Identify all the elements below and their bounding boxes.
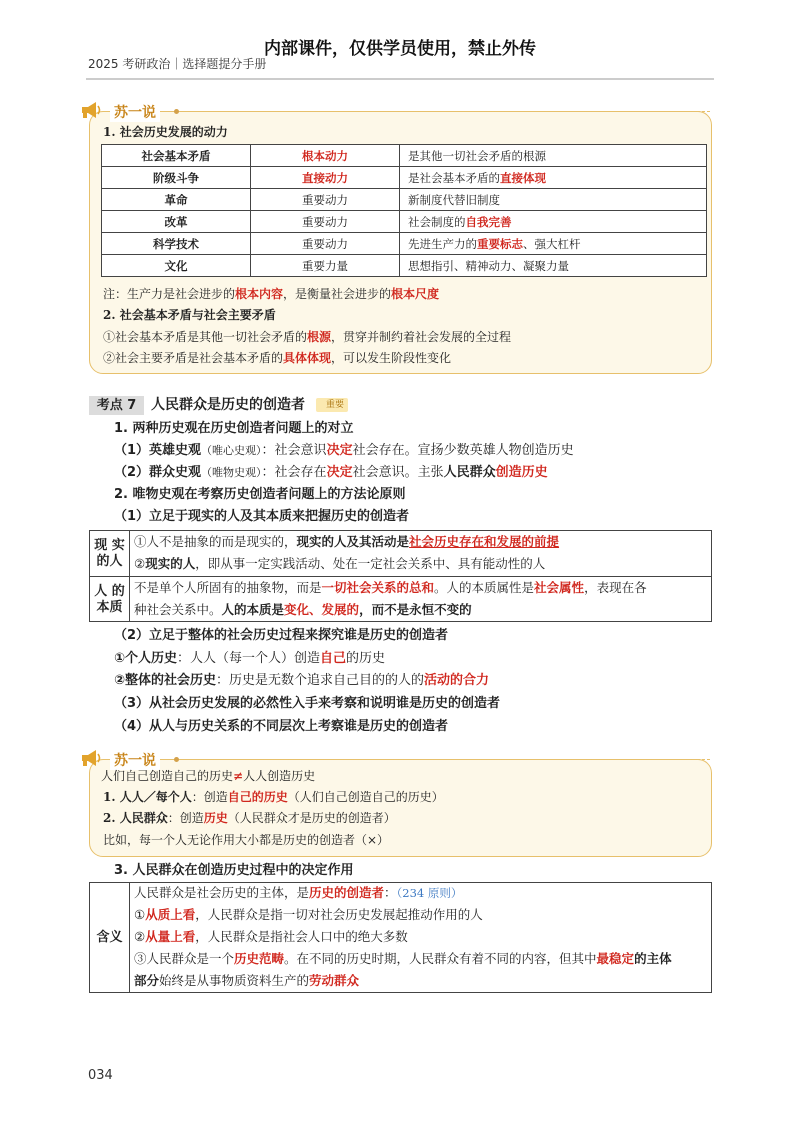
table-cell: 科学技术 <box>102 233 251 255</box>
box1-note <box>103 286 439 302</box>
line-text: ：历史是无数个追求自己目的的人的 <box>216 673 425 688</box>
text-bold: ，而不是永恒不变的 <box>359 602 472 617</box>
grid-text <box>134 950 672 968</box>
table-cell: 重要动力 <box>251 189 400 211</box>
line-text: 人们自己创造自己的历史 <box>101 769 234 783</box>
table-row <box>102 167 707 189</box>
text-span: ② <box>134 556 146 571</box>
box2-line-2 <box>103 789 444 805</box>
text-bold: 是 <box>271 602 285 617</box>
text-bold: 人的本质 <box>221 602 272 617</box>
point-text: ，贯穿并制约着社会发展的全过程 <box>331 330 512 344</box>
point-highlight: 具体体现 <box>283 351 332 365</box>
text-span: 始终是从事物质资料生产的 <box>159 973 310 988</box>
line-highlight: 活动的合力 <box>424 673 490 688</box>
cell-highlight: 自我完善 <box>465 214 512 229</box>
line-bold: 人民群众 <box>443 465 496 480</box>
table-cell <box>400 233 707 255</box>
table-cell: 是其他一切社会矛盾的根源 <box>400 145 707 167</box>
cell-text: 是社会基本矛盾的 <box>408 170 500 185</box>
box1-point-2 <box>103 350 451 366</box>
text-highlight: 社会历史存在和发展的前提 <box>409 534 560 549</box>
table-cell: 重要动力 <box>251 233 400 255</box>
line-text: （人们自己创造自己的历史） <box>287 790 444 804</box>
header-divider <box>86 78 714 80</box>
line-note: （唯心史观） <box>201 444 262 457</box>
section2-heading-4: （4）从人与历史关系的不同层次上考察谁是历史的创造者 <box>114 719 449 734</box>
row-label-meaning: 含义 <box>90 883 130 992</box>
line-text: ：创造 <box>167 811 204 825</box>
not-equal-sign: ≠ <box>233 769 244 783</box>
table-row <box>102 233 707 255</box>
line-text: ：人人（每一个人）创造 <box>177 651 321 666</box>
table-row <box>102 189 707 211</box>
cell-text: 、强大杠杆 <box>523 236 581 251</box>
real-person-table <box>89 530 712 622</box>
text-highlight: 从质上看 <box>145 907 196 922</box>
tip-box-2-title: 苏一说 <box>110 750 160 770</box>
line-text: 社会意识。主张 <box>352 465 444 480</box>
table-cell <box>400 167 707 189</box>
box2-line-4: 比如，每一个人无论作用大小都是历史的创造者（×） <box>103 833 390 847</box>
text-highlight: 历史的创造者 <box>309 885 385 900</box>
section2-heading-3: （3）从社会历史发展的必然性入手来考察和说明谁是历史的创造者 <box>114 696 501 711</box>
row-label-real-person: 现 实 的人 <box>90 531 130 577</box>
text-highlight: 一切社会关系的总和 <box>321 580 435 595</box>
section2-heading-1: （2）立足于整体的社会历史过程来探究谁是历史的创造者 <box>114 628 449 643</box>
grid-row <box>130 531 711 577</box>
point-highlight: 根源 <box>307 330 332 344</box>
page-number: 034 <box>88 1068 113 1083</box>
line-text: 的历史 <box>346 651 386 666</box>
kaodian-title: 人民群众是历史的创造者 <box>151 397 305 413</box>
grid-text <box>134 972 359 990</box>
text-span: 人民群众是社会历史的主体，是 <box>134 885 310 900</box>
section1-line-1 <box>114 442 574 460</box>
point-text: ，可以发生阶段性变化 <box>331 351 452 365</box>
section1-heading-1: 1. 两种历史观在历史创造者问题上的对立 <box>114 421 354 436</box>
grid-row <box>130 577 711 622</box>
line-note: （唯物史观） <box>201 466 262 479</box>
text-highlight: 最稳定 <box>596 951 635 966</box>
cell-highlight: 重要标志 <box>477 236 523 251</box>
megaphone-icon <box>79 99 103 121</box>
cell-highlight: 直接体现 <box>500 170 546 185</box>
grid-text <box>134 928 408 946</box>
text-span: ，表现在各 <box>584 580 647 595</box>
table-row <box>102 211 707 233</box>
table-cell: 改革 <box>102 211 251 233</box>
section2-line-2 <box>114 672 489 690</box>
text-span: ，人民群众是指社会人口中的绝大多数 <box>195 929 408 944</box>
line-highlight: 创造历史 <box>495 465 548 480</box>
text-bold: 现实的人 <box>145 556 196 571</box>
section1-heading-2: 2. 唯物史观在考察历史创造者问题上的方法论原则 <box>114 487 406 502</box>
cell-text: 社会制度的 <box>408 214 466 229</box>
section3-heading-1: 3. 人民群众在创造历史过程中的决定作用 <box>114 863 354 878</box>
point-text: ①社会基本矛盾是其他一切社会矛盾的 <box>103 330 308 344</box>
tip-box-1-title: 苏一说 <box>110 102 160 122</box>
grid-text <box>134 579 647 597</box>
table-cell: 思想指引、精神动力、凝聚力量 <box>400 255 707 277</box>
table-row <box>102 145 707 167</box>
text-highlight: 劳动群众 <box>309 973 360 988</box>
text-span: ② <box>134 929 146 944</box>
table-cell <box>400 211 707 233</box>
grid-text <box>134 533 559 551</box>
megaphone-icon <box>79 747 103 769</box>
line-text: （人民群众才是历史的创造者） <box>227 811 396 825</box>
line-highlight: 自己 <box>320 651 347 666</box>
grid-text <box>134 884 462 902</box>
note-text: ，是衡量社会进步的 <box>283 287 392 301</box>
line-label: ②整体的社会历史 <box>114 673 217 688</box>
text-span: 种社会关系中。 <box>134 602 222 617</box>
line-text: 人人创造历史 <box>243 769 316 783</box>
box1-point-1 <box>103 329 511 345</box>
line-label: 1. 人人／每个人 <box>103 790 192 804</box>
table-cell: 社会基本矛盾 <box>102 145 251 167</box>
line-label: 2. 人民群众 <box>103 811 168 825</box>
title-rule <box>180 111 710 112</box>
line-highlight: 自己的历史 <box>227 790 288 804</box>
text-highlight: 从量上看 <box>145 929 196 944</box>
table-row <box>102 255 707 277</box>
note-text: 注：生产力是社会进步的 <box>103 287 236 301</box>
text-span: ③人民群众是一个 <box>134 951 235 966</box>
watermark-title: 内部课件，仅供学员使用，禁止外传 <box>264 39 536 59</box>
line-highlight: 决定 <box>326 465 353 480</box>
kaodian-tag: 考点 7 <box>89 396 144 415</box>
line-label: （2）群众史观 <box>114 465 202 480</box>
text-span: 不是单个人所固有的抽象物，而是 <box>134 580 322 595</box>
text-highlight: 历史范畴 <box>234 951 285 966</box>
section1-heading-3: （1）立足于现实的人及其本质来把握历史的创造者 <box>114 509 410 524</box>
table-cell: 重要动力 <box>251 211 400 233</box>
text-span: 。在不同的历史时期，人民群众有着不同的内容，但其中 <box>284 951 597 966</box>
grid-text <box>134 906 483 924</box>
table-cell: 阶级斗争 <box>102 167 251 189</box>
motive-table <box>101 144 707 277</box>
box1-heading-1: 1. 社会历史发展的动力 <box>103 125 228 139</box>
text-bold: 部分 <box>134 973 160 988</box>
section2-line-1 <box>114 650 385 668</box>
text-span: ，人民群众是指一切对社会历史发展起推动作用的人 <box>195 907 483 922</box>
text-highlight: 变化、发展的 <box>284 602 360 617</box>
grid-text <box>134 601 472 619</box>
line-label: ①个人历史 <box>114 651 178 666</box>
line-label: （1）英雄史观 <box>114 443 202 458</box>
text-span: 。人的本质属性是 <box>434 580 535 595</box>
box1-heading-2: 2. 社会基本矛盾与社会主要矛盾 <box>103 308 276 322</box>
cell-text: 先进生产力的 <box>408 236 477 251</box>
table-cell: 重要力量 <box>251 255 400 277</box>
table-cell: 革命 <box>102 189 251 211</box>
text-bold: 现实的人及其活动是 <box>296 534 410 549</box>
title-dot <box>174 757 179 762</box>
text-bold: 的主体 <box>634 951 672 966</box>
note-highlight: 根本尺度 <box>391 287 440 301</box>
important-badge: 重要 <box>316 398 348 412</box>
line-text: ：社会存在 <box>261 465 327 480</box>
text-highlight: 社会属性 <box>534 580 585 595</box>
point-text: ②社会主要矛盾是社会基本矛盾的 <box>103 351 284 365</box>
grid-text <box>134 555 545 573</box>
row-label-human-essence: 人 的 本质 <box>90 577 130 622</box>
book-title: 2025 考研政治｜选择题提分手册 <box>88 57 267 71</box>
text-span: ： <box>384 885 397 900</box>
title-rule <box>180 759 710 760</box>
table-cell: 文化 <box>102 255 251 277</box>
table-cell: 直接动力 <box>251 167 400 189</box>
principle-note: （234 原则） <box>396 886 463 900</box>
text-span: ①人不是抽象的而是现实的， <box>134 534 297 549</box>
box2-line-1 <box>101 768 315 784</box>
line-highlight: 历史 <box>203 811 228 825</box>
line-text: 社会存在。宣扬少数英雄人物创造历史 <box>352 443 574 458</box>
section1-line-2 <box>114 464 548 482</box>
line-highlight: 决定 <box>326 443 353 458</box>
box2-line-3 <box>103 810 396 826</box>
line-text: ：创造 <box>191 790 228 804</box>
grid-row <box>130 883 711 992</box>
title-dot <box>174 109 179 114</box>
table-cell: 根本动力 <box>251 145 400 167</box>
text-span: ，即从事一定实践活动、处在一定社会关系中、具有能动性的人 <box>195 556 546 571</box>
text-span: ① <box>134 907 146 922</box>
note-highlight: 根本内容 <box>235 287 284 301</box>
meaning-table <box>89 882 712 993</box>
table-cell: 新制度代替旧制度 <box>400 189 707 211</box>
line-text: ：社会意识 <box>261 443 327 458</box>
